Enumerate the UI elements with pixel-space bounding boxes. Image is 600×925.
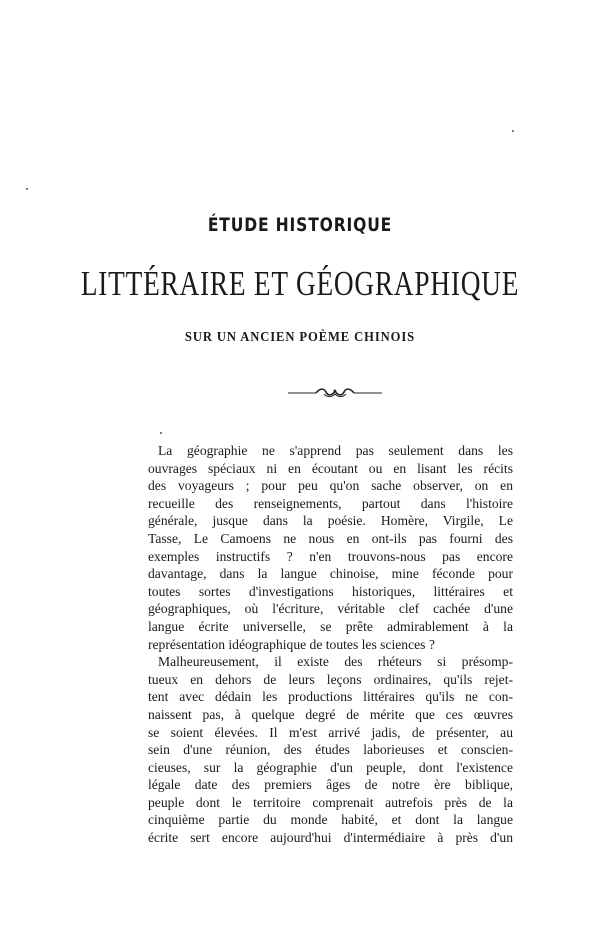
title-line-3: SUR UN ANCIEN POÈME CHINOIS <box>184 330 416 345</box>
paper-speck <box>26 188 28 190</box>
text-line: ouvrages spéciaux ni en écoutant ou en lisant les récits <box>148 460 513 476</box>
text-line: générale, jusque dans la poésie. Homère, Virgile, Le <box>148 513 513 529</box>
text-line: des voyageurs ; pour peu qu'on sache observer, on en <box>148 478 513 494</box>
title-line-1: ÉTUDE HISTORIQUE <box>207 214 393 236</box>
text-line: Tasse, Le Camoens ne nous en ont-ils pas fourni des <box>148 530 513 546</box>
text-line: naissent pas, à quelque degré de mérite que ces œuvres <box>148 706 513 722</box>
text-line: sein d'une réunion, des études laborieuses et conscien- <box>148 742 513 758</box>
body-text <box>148 442 513 847</box>
text-line: légale date des premiers âges de notre ère biblique, <box>148 777 513 793</box>
text-line: peuple dont le territoire comprenait autrefois près de la <box>148 794 513 810</box>
title-line-2: LITTÉRAIRE ET GÉOGRAPHIQUE <box>80 264 520 303</box>
text-line: toutes sortes d'investigations historiques, littéraires et <box>148 583 513 599</box>
text-line: tent avec dédain les productions littéraires qu'ils ne con- <box>148 689 513 705</box>
text-line: La géographie ne s'apprend pas seulement dans les <box>158 443 513 458</box>
text-line: exemples instructifs ? n'en trouvons-nous pas encore <box>148 548 513 564</box>
text-line: davantage, dans la langue chinoise, mine féconde pour <box>148 566 513 582</box>
text-line: cinquième partie du monde habité, et dont la langue <box>148 812 513 828</box>
text-line: recueille des renseignements, partout dans l'histoire <box>148 495 513 511</box>
text-line: cieuses, sur la géographie d'un peuple, dont l'existence <box>148 759 513 775</box>
text-line: Malheureusement, il existe des rhéteurs si présomp- <box>158 654 513 670</box>
text-line: tueux en dehors de leurs leçons ordinaires, qu'ils rejet- <box>148 671 513 687</box>
paper-speck <box>512 130 514 132</box>
text-line: se soient élevées. Il m'est arrivé jadis, de présenter, au <box>148 724 513 740</box>
text-line: géographiques, où l'écriture, véritable clef cachée d'une <box>148 601 513 617</box>
text-line: représentation idéographique de toutes les sciences ? <box>148 636 435 652</box>
fleuron-ornament-icon <box>286 385 384 399</box>
paper-speck <box>160 432 162 434</box>
text-line: langue écrite universelle, se prête admirablement à la <box>148 618 513 634</box>
text-line: écrite sert encore aujourd'hui d'intermédiaire à près d'un <box>148 830 513 846</box>
